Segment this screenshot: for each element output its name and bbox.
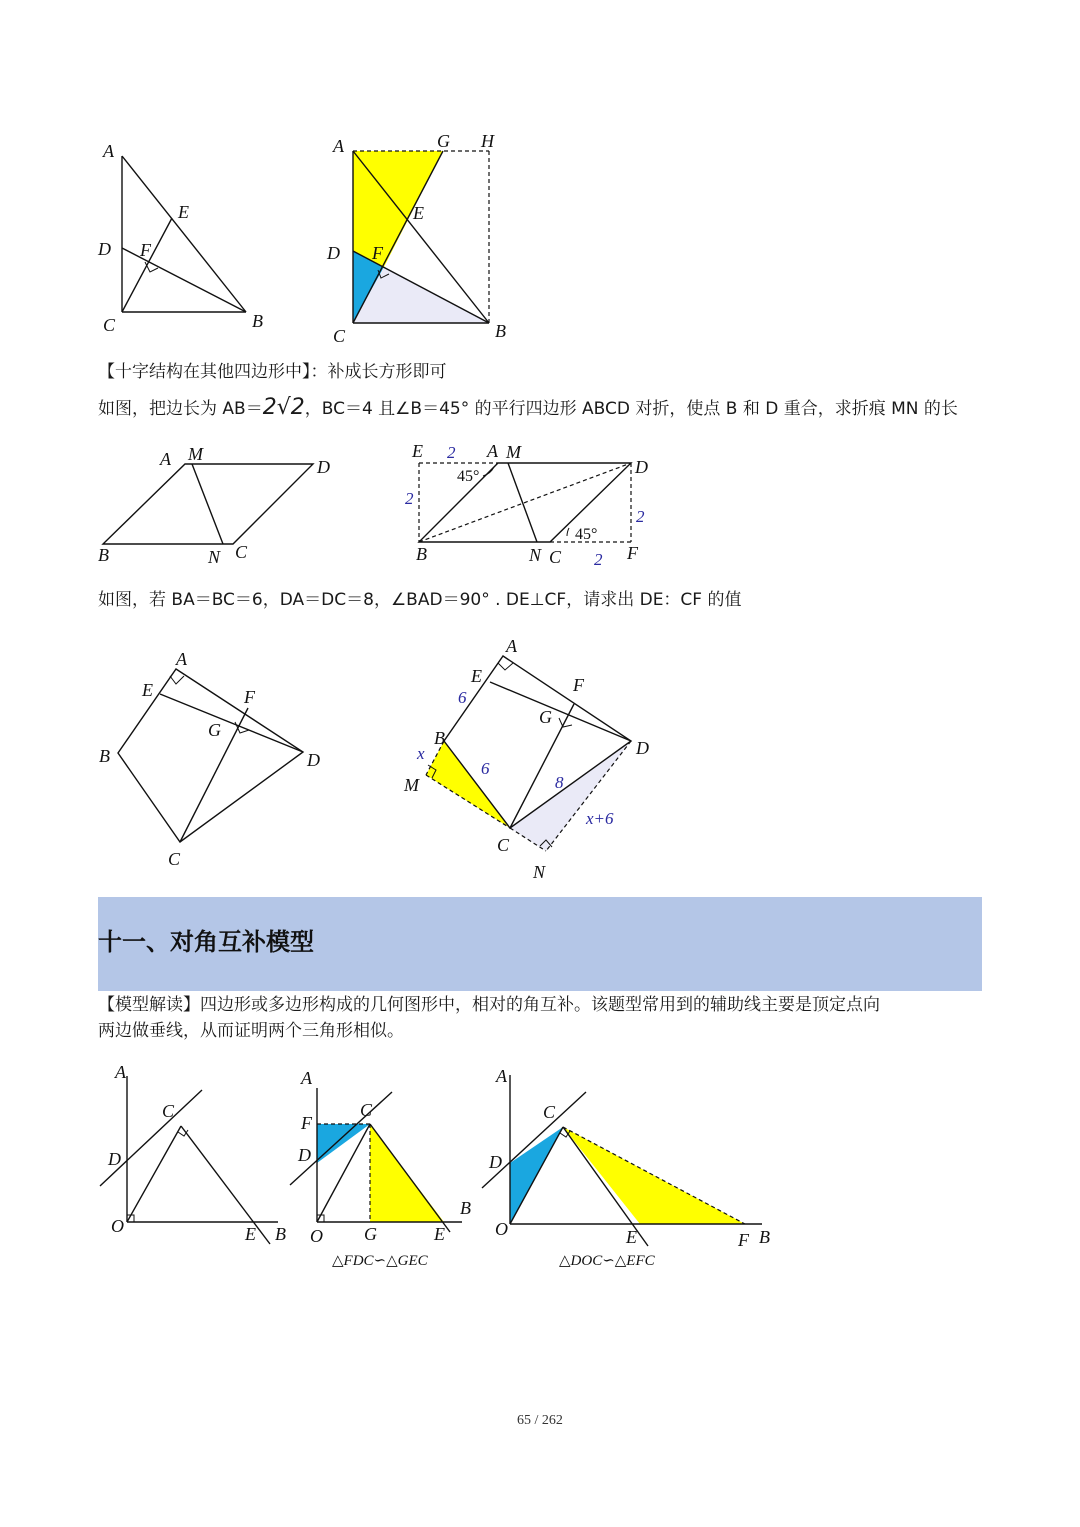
fig1-label-C: C — [103, 315, 116, 335]
problem-1-coefficient: 2 — [262, 395, 277, 420]
figure-5-labels — [99, 649, 320, 869]
fig2-label-A: A — [333, 136, 344, 156]
fig6-label-D: D — [636, 738, 649, 758]
fig4-measure-EB: 2 — [405, 489, 414, 508]
fig3-label-D: D — [317, 457, 330, 477]
figure-7 — [100, 1076, 278, 1244]
fig6-lavender-region — [510, 741, 631, 851]
fig5-label-C: C — [168, 849, 181, 869]
fig8-label-C: C — [360, 1100, 373, 1120]
fig9-caption: △DOC∽△EFC — [559, 1253, 655, 1269]
fig6-measure-DN: x+6 — [586, 809, 614, 828]
fig6-measure-CD: 8 — [555, 773, 564, 792]
fig8-caption: △FDC∽△GEC — [332, 1253, 428, 1269]
section-title: 十一、对角互补模型 — [98, 928, 314, 956]
section-header-band — [98, 897, 982, 991]
model-intro-line-2: 两边做垂线，从而证明两个三角形相似。 — [98, 1021, 404, 1041]
figure-4 — [419, 463, 631, 542]
fig5-label-A: A — [176, 649, 187, 669]
fig3-label-A: A — [160, 449, 171, 469]
fig1-label-B: B — [252, 311, 263, 331]
fig1-label-D: D — [98, 239, 111, 259]
figure-2 — [353, 151, 489, 323]
fig9-label-O: O — [495, 1219, 508, 1239]
fig2-label-E: E — [413, 203, 424, 223]
fig6-measure-BC: 6 — [481, 759, 490, 778]
fig8-label-O: O — [310, 1226, 323, 1246]
fig4-label-D: D — [635, 457, 648, 477]
fig5-label-B: B — [99, 746, 110, 766]
fig9-label-C: C — [543, 1102, 556, 1122]
fig4-label-C: C — [549, 547, 562, 567]
fig8-label-G: G — [364, 1224, 377, 1244]
fig3-label-B: B — [98, 545, 109, 565]
fig9-label-B: B — [759, 1227, 770, 1247]
fig4-label-N: N — [529, 545, 542, 565]
model-intro-line-1: 【模型解读】四边形或多边形构成的几何图形中，相对的角互补。该题型常用到的辅助线主要是顶定点向 — [98, 995, 880, 1015]
fig7-label-A: A — [115, 1062, 126, 1082]
fig6-measure-BM: x — [417, 744, 425, 763]
fig6-label-G: G — [539, 707, 552, 727]
fig8-label-F: F — [301, 1113, 312, 1133]
fig4-label-F: F — [627, 543, 638, 563]
fig1-label-F: F — [140, 240, 151, 260]
fig5-label-E: E — [142, 680, 153, 700]
fig4-measure-CF: 2 — [594, 550, 603, 569]
fig3-label-C: C — [235, 542, 248, 562]
figure-9 — [482, 1075, 762, 1246]
fig9-label-D: D — [489, 1152, 502, 1172]
fig4-label-B: B — [416, 544, 427, 564]
fig5-label-G: G — [208, 720, 221, 740]
fig7-label-E: E — [245, 1224, 256, 1244]
fig6-label-M: M — [404, 775, 419, 795]
fig6-label-N: N — [533, 862, 546, 882]
fig8-label-E: E — [434, 1224, 445, 1244]
fig2-label-C: C — [333, 326, 346, 346]
fig4-label-E: E — [412, 441, 423, 461]
fig7-label-O: O — [111, 1216, 124, 1236]
fig4-measure-EA: 2 — [447, 443, 456, 462]
fig4-label-M: M — [506, 442, 521, 462]
fig4-angle-C: 45° — [575, 526, 598, 543]
fig6-label-A: A — [506, 636, 517, 656]
fig5-label-D: D — [307, 750, 320, 770]
fig6-label-E: E — [471, 666, 482, 686]
fig2-label-F: F — [372, 243, 383, 263]
fig6-label-C: C — [497, 835, 510, 855]
problem-1-radical: √2 — [276, 395, 305, 420]
problem-1-suffix: ，BC＝4 且∠B＝45° 的平行四边形 ABCD 对折，使点 B 和 D 重合，求折痕 MN 的长 — [304, 399, 958, 419]
fig6-label-F: F — [573, 675, 584, 695]
figure-1 — [122, 156, 246, 312]
fig9-label-A: A — [496, 1066, 507, 1086]
figure-8 — [290, 1088, 462, 1232]
fig4-measure-DF: 2 — [636, 507, 645, 526]
fig3-label-N: N — [208, 547, 221, 567]
problem-1-prefix: 如图，把边长为 AB＝ — [98, 399, 263, 419]
fig5-label-F: F — [244, 687, 255, 707]
fig8-label-D: D — [298, 1145, 311, 1165]
fig7-label-B: B — [275, 1224, 286, 1244]
figure-4-labels — [405, 441, 648, 569]
fig2-label-B: B — [495, 321, 506, 341]
fig2-label-D: D — [327, 243, 340, 263]
fig7-label-D: D — [108, 1149, 121, 1169]
fig1-label-E: E — [178, 202, 189, 222]
fig6-label-B: B — [434, 728, 445, 748]
fig1-label-A: A — [103, 141, 114, 161]
fig4-label-A: A — [487, 441, 498, 461]
fig8-blue-region — [317, 1124, 370, 1163]
fig2-label-H: H — [481, 131, 494, 151]
fig8-label-A: A — [301, 1068, 312, 1088]
fig9-label-E: E — [626, 1227, 637, 1247]
fig3-label-M: M — [188, 444, 203, 464]
problem-1-text — [98, 395, 958, 422]
page-number: 65 / 262 — [517, 1413, 563, 1428]
fig8-label-B: B — [460, 1198, 471, 1218]
fig4-angle-A: 45° — [457, 468, 480, 485]
fig7-label-C: C — [162, 1101, 175, 1121]
problem-2-text: 如图，若 BA＝BC＝6，DA＝DC＝8，∠BAD＝90° . DE⊥CF，请求出 DE：CF 的值 — [98, 590, 742, 610]
figure-3-labels — [98, 444, 330, 567]
figure-3 — [103, 464, 313, 544]
fig6-measure-EB: 6 — [458, 688, 467, 707]
cross-structure-heading: 【十字结构在其他四边形中】：补成长方形即可 — [98, 362, 447, 382]
fig2-label-G: G — [437, 131, 450, 151]
fig6-yellow-region — [426, 741, 510, 828]
fig9-label-F: F — [738, 1230, 749, 1250]
